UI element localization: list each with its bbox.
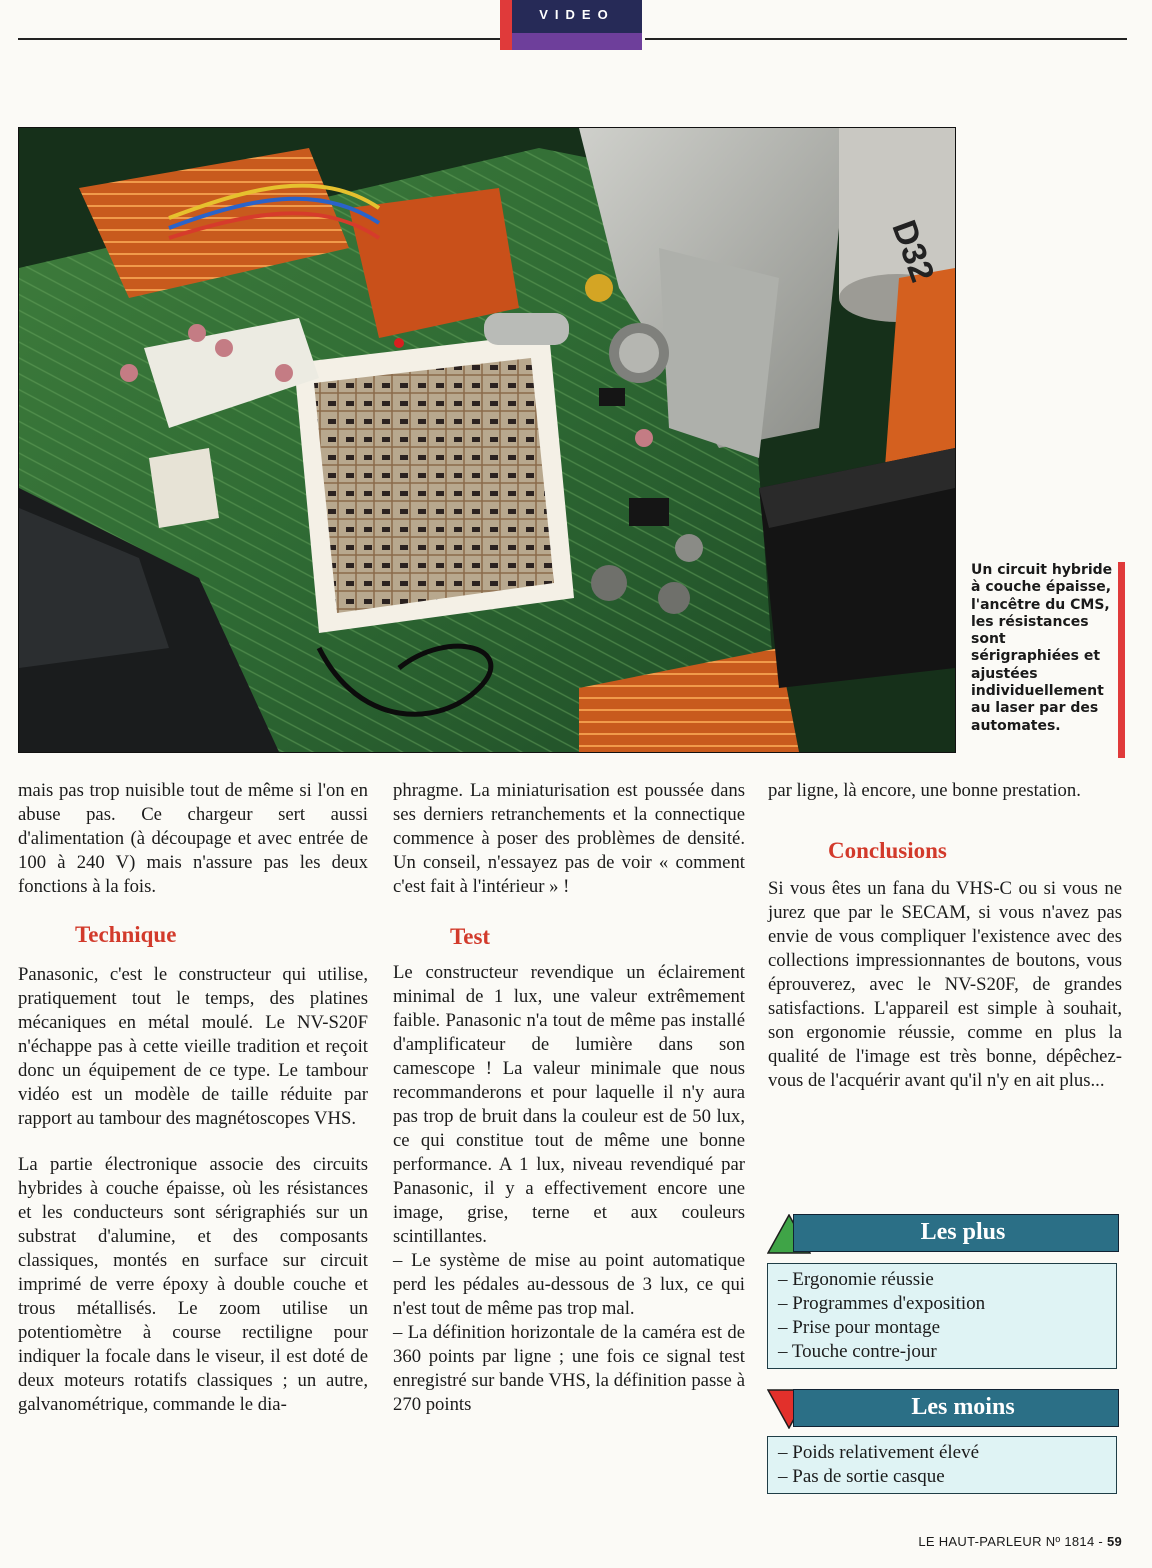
section-tab-purple-bar — [512, 33, 642, 50]
circuit-board-photo — [18, 127, 956, 753]
moins-item: – Poids relativement élevé — [778, 1442, 980, 1463]
moins-item: – Pas de sortie casque — [778, 1466, 945, 1487]
photo-caption: Un circuit hybride à couche épaisse, l'ancêtre du CMS, les résistances sont sérigraphiées et ajustées individuellement au laser par des automates. — [971, 562, 1113, 734]
plus-item: – Prise pour montage — [778, 1317, 941, 1338]
paragraph: mais pas trop nuisible tout de même si l'on en abuse pas. Ce chargeur sert aussi d'alimentation (à découpage et avec entrée de 100 à 240 V) mais n'assure pas les deux fonctions à la fois. — [18, 780, 368, 897]
heading-conclusions: Conclusions — [828, 838, 947, 863]
paragraph: phragme. La miniaturisation est poussée dans ses derniers retranchements et la connectique commence à poser des problèmes de densité. Un conseil, n'essayez pas de voir « comment c'est fait à l'intérieur » ! — [393, 780, 745, 897]
article-column-2 — [393, 779, 745, 1417]
heading-test: Test — [450, 924, 491, 949]
plus-item: – Touche contre-jour — [778, 1341, 937, 1362]
paragraph: Le constructeur revendique un éclairement minimal de 1 lux, une valeur extrêmement faible. Panasonic n'a tout de même pas installé d'amplificateur de lumière dans son camescope ! La valeur minimale que nous recommanderons et pour laquelle il n'y aura pas trop de bruit dans la couleur est de 50 lux, ce qui constitue tout de même une bonne performance. A 1 lux, niveau revendiqué par Panasonic, il y a effectivement encore une image, grise, terne et aux couleurs scintillantes. — [393, 962, 745, 1247]
paragraph: par ligne, là encore, une bonne prestation. — [768, 780, 1081, 801]
plus-box-list — [767, 1263, 1117, 1369]
page-footer — [918, 1534, 1122, 1549]
plus-box-title: Les plus — [920, 1219, 1006, 1245]
moins-box-header — [767, 1389, 1119, 1427]
paragraph-gap — [18, 1131, 368, 1153]
section-tab-red-bar — [500, 0, 512, 50]
paragraph: Si vous êtes un fana du VHS-C ou si vous ne jurez que par le SECAM, si vous n'avez pas envie de vous compliquer l'existence avec des collections impressionnantes de boutons, vous éprouverez, avec le NV-S20F, de grandes satisfactions. L'appareil est simple à souhait, son ergonomie réussie, comme en plus la qualité de l'image est très bonne, dépêchez-vous de l'acquérir avant qu'il n'y en ait plus... — [768, 878, 1122, 1091]
page-number: 59 — [1106, 1534, 1122, 1549]
section-label: VIDEO — [512, 0, 642, 33]
moins-box-title: Les moins — [911, 1394, 1015, 1420]
header-rule-right — [645, 38, 1127, 40]
moins-box-list — [767, 1436, 1117, 1494]
caption-accent-bar — [1118, 562, 1125, 758]
magazine-name: LE HAUT-PARLEUR — [918, 1534, 1042, 1549]
plus-box-header — [767, 1214, 1119, 1252]
component-marking: D32 — [883, 215, 941, 287]
paragraph: La partie électronique associe des circuits hybrides à couche épaisse, où les résistances et les conducteurs sont sérigraphiés sur un substrat d'alumine, et des composants classiques, montés en surface sur circuit imprimé de verre époxy à double couche et trous métallisés. Le zoom utilise un potentiomètre à course rectiligne pour indiquer la focale dans le viseur, il est doté de deux moteurs rotatifs classiques ; un autre, galvanométrique, commande le dia- — [18, 1154, 368, 1415]
circuit-board-illustration — [19, 128, 955, 752]
paragraph: Panasonic, c'est le constructeur qui utilise, pratiquement tout le temps, des platines mécaniques en métal moulé. Le NV-S20F n'échappe pas à cette vieille tradition et reçoit donc un équipement de ce type. Le tambour vidéo est un modèle de taille réduite par rapport au tambour des magnétoscopes VHS. — [18, 964, 368, 1129]
paragraph: – Le système de mise au point automatique perd les pédales au-dessous de 3 lux, ce qui n'est tout de même pas trop mal. — [393, 1250, 745, 1319]
article-column-1 — [18, 779, 368, 1417]
heading-technique: Technique — [75, 922, 177, 947]
issue-number: Nº 1814 - — [1045, 1534, 1104, 1549]
plus-item: – Ergonomie réussie — [778, 1269, 934, 1290]
article-column-3 — [768, 779, 1122, 1093]
plus-item: – Programmes d'exposition — [778, 1293, 986, 1314]
header-rule-left — [18, 38, 500, 40]
paragraph: – La définition horizontale de la caméra est de 360 points par ligne ; une fois ce signal test enregistré sur bande VHS, la définition passe à 270 points — [393, 1322, 745, 1415]
